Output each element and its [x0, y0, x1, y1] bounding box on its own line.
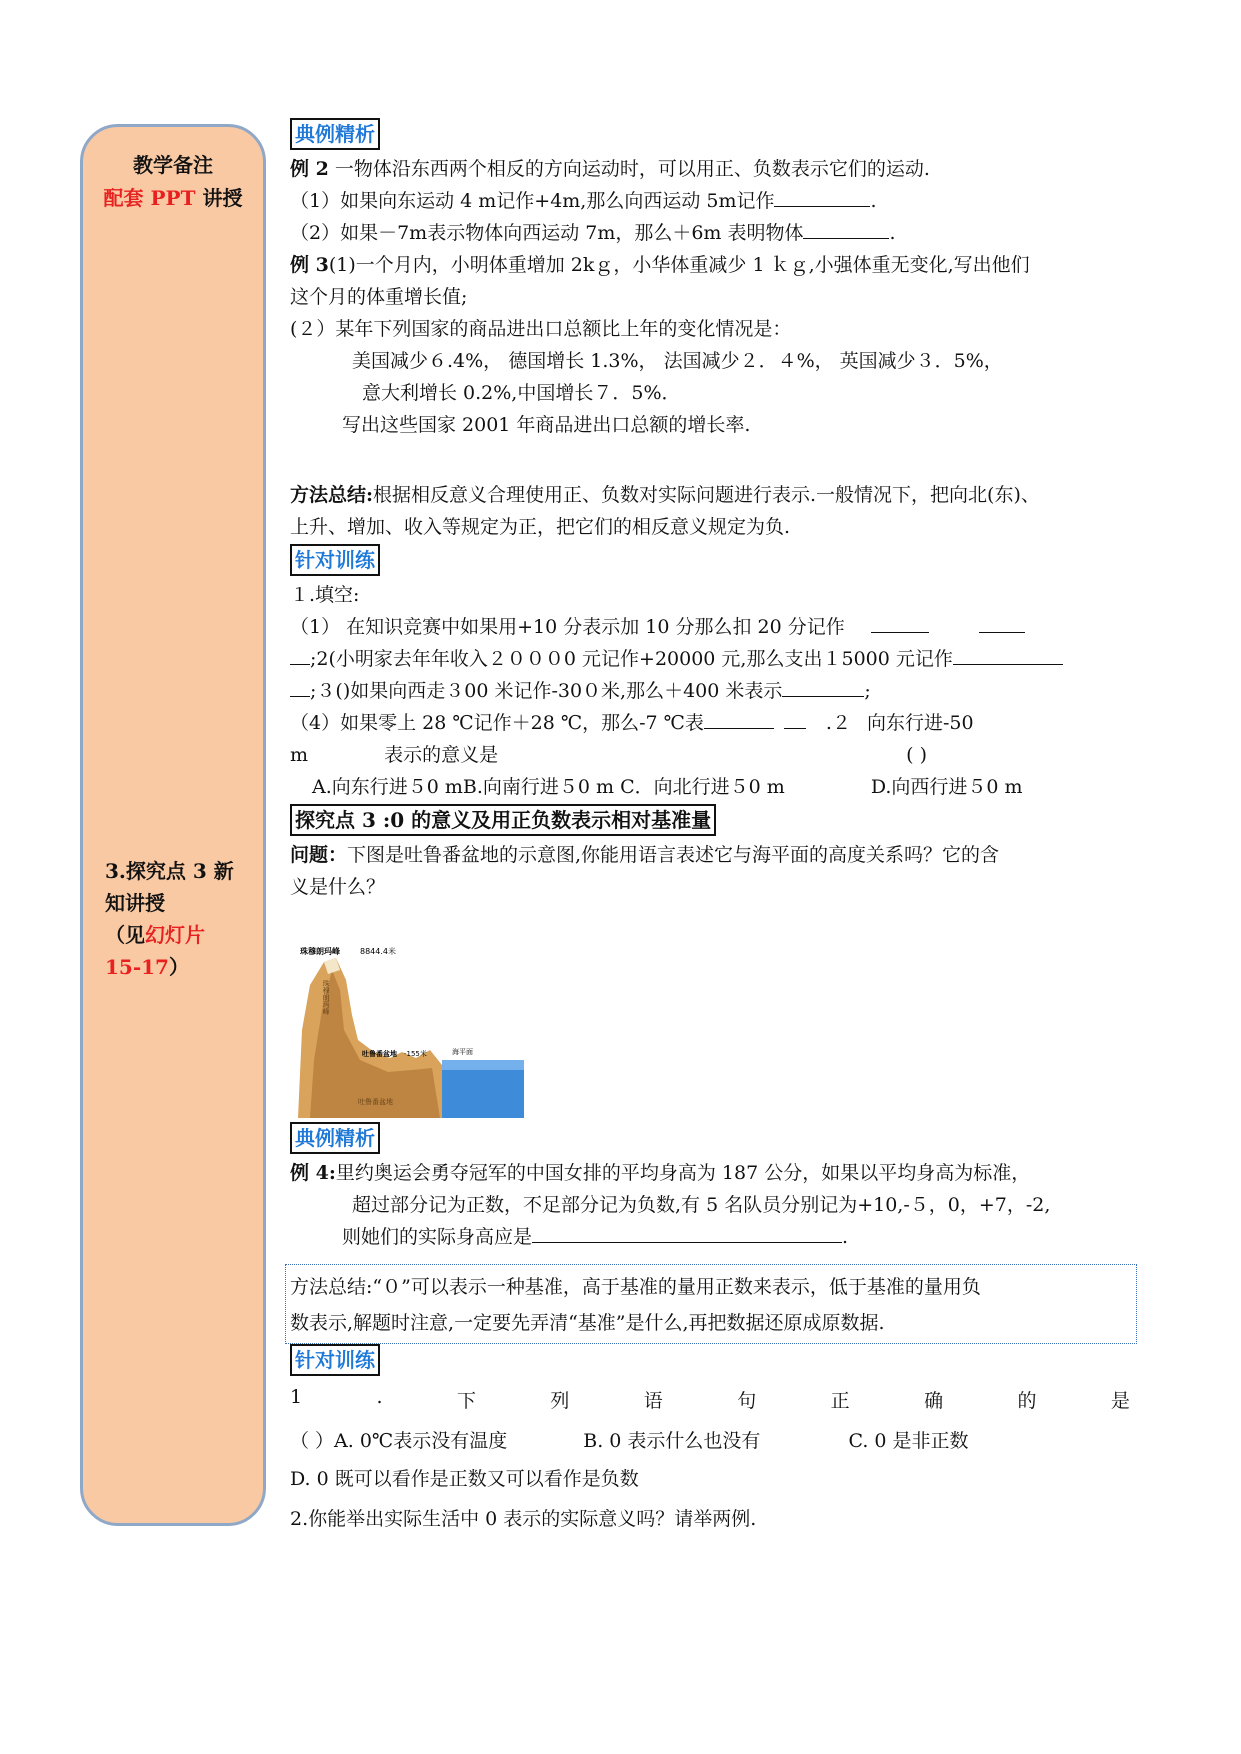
blank-line — [979, 616, 1025, 633]
training-2-line3: D. 0 既可以看作是正数又可以看作是负数 — [290, 1468, 639, 1490]
method-summary-1-line2: 上升、增加、收入等规定为正，把它们的相反意义规定为负. — [290, 516, 791, 538]
example-3-text-1: (1)一个月内，小明体重增加 2kｇ，小华体重减少 1 ｋｇ,小强体重无变化,写出他们 — [328, 254, 1030, 276]
example-4-end: . — [842, 1226, 849, 1248]
turpan-basin-diagram — [292, 940, 524, 1118]
sidebar-section-line3 — [105, 919, 255, 951]
heading-typical-example-1: 典例精析 — [290, 118, 380, 150]
training-1-line1: １.填空: — [290, 584, 360, 606]
training-1-line2 — [290, 612, 1025, 639]
example-3-line3: (２）某年下列国家的商品进出口总额比上年的变化情况是： — [290, 318, 792, 340]
training-1-q3: )如果向西走３00 米记作-30０米,那么＋400 米表示 — [342, 680, 783, 702]
training-2-char: 列 — [550, 1390, 570, 1412]
heading-targeted-training-2: 针对训练 — [290, 1344, 380, 1376]
heading-targeted-training-1: 针对训练 — [290, 544, 380, 576]
heading-typical-example-2: 典例精析 — [290, 1122, 380, 1154]
example-4-line2: 超过部分记为正数，不足部分记为负数,有 5 名队员分别记为+10,-５，0，+7，-2, — [352, 1194, 1051, 1216]
heading-exploration-point-3: 探究点 3 :0 的意义及用正负数表示相对基准量 — [290, 804, 716, 836]
sidebar-subtitle-red: 配套 — [103, 186, 144, 210]
basin-depth-label: -155米 — [404, 1050, 427, 1058]
training-2-char: 下 — [456, 1390, 476, 1412]
training-2-char: 是 — [1110, 1390, 1130, 1412]
training-1-q5-text: 表示的意义是 — [384, 744, 499, 766]
question-text-1: 下图是吐鲁番盆地的示意图,你能用语言表述它与海平面的高度关系吗？它的含 — [347, 844, 1000, 866]
example-3-label: 例 3 — [290, 254, 329, 276]
peak-vertical-label: 珠穆朗玛峰 — [322, 980, 330, 1015]
sidebar-section-note — [105, 855, 255, 983]
example-4-line1 — [290, 1158, 1030, 1185]
training-1-q4: （4）如果零上 28 ℃记作＋28 ℃，那么-7 ℃表 — [290, 712, 704, 734]
choice-a: A.向东行进５0 m — [312, 776, 463, 798]
question-label: 问题： — [290, 844, 348, 866]
sidebar-section-line1: 3.探究点 3 新 — [105, 859, 234, 883]
training-1-q2-prefix: ;2( — [310, 648, 336, 670]
blank-line — [774, 190, 870, 207]
blank-line — [290, 680, 310, 697]
choice-c: C. 0 是非正数 — [848, 1430, 969, 1452]
training-2-char: 句 — [737, 1390, 757, 1412]
example-4-line3 — [342, 1222, 848, 1249]
example-2-text: 一物体沿东西两个相反的方向运动时，可以用正、负数表示它们的运动. — [334, 158, 930, 180]
method-summary-1-text: 根据相反意义合理使用正、负数对实际问题进行表示.一般情况下，把向北(东)、 — [373, 484, 1040, 506]
blank-line — [871, 616, 929, 633]
blank-line — [782, 680, 864, 697]
example-3-line4: 美国减少６.4%， 德国增长 1.3%， 法国减少２．４%， 英国减少３．5%， — [352, 350, 1003, 372]
blank-line — [784, 712, 806, 729]
blank-line — [803, 222, 889, 239]
training-1-q5: 向东行进-50 — [867, 712, 974, 734]
peak-label: 珠穆朗玛峰 — [300, 947, 340, 956]
example-2-q2-end: . — [889, 222, 896, 244]
choice-b: B. 0 表示什么也没有 — [583, 1430, 761, 1452]
training-2-line2 — [290, 1426, 969, 1453]
sidebar-section-line4-red: 15-17 — [105, 955, 169, 979]
choice-b-c: B.向南行进５0 m C．向北行进５0 m — [462, 776, 785, 798]
teaching-notes-sidebar — [80, 124, 266, 1526]
peak-height-label: 8844.4米 — [360, 947, 396, 956]
sidebar-section-line4-close: ） — [168, 955, 189, 979]
example-2-q2 — [290, 218, 896, 245]
training-1-line4 — [290, 676, 871, 703]
example-3-line2: 这个月的体重增长值; — [290, 286, 468, 308]
training-1-q3-end: ; — [864, 680, 871, 702]
training-1-q1: （1） 在知识竞赛中如果用+10 分表示加 10 分那么扣 20 分记作 — [290, 616, 845, 638]
sidebar-subtitle-ppt: PPT — [150, 186, 196, 210]
method-summary-1-label: 方法总结: — [290, 484, 374, 506]
sidebar-subtitle-black: 讲授 — [202, 186, 243, 210]
example-2-q1-text: （1）如果向东运动 4 m记作+4m,那么向西运动 5m记作 — [290, 190, 775, 212]
sidebar-section-line3-open: （见 — [105, 923, 145, 947]
basin-label: 吐鲁番盆地 — [362, 1050, 397, 1058]
sidebar-section-line3-red: 幻灯片 — [145, 923, 205, 947]
example-4-label: 例 4: — [290, 1162, 336, 1184]
method-summary-2-line1: 方法总结:“０”可以表示一种基准，高于基准的量用正数来表示，低于基准的量用负 — [290, 1276, 981, 1298]
sidebar-section-line4 — [105, 951, 255, 983]
blank-line — [953, 648, 1063, 665]
blank-line — [532, 1226, 842, 1243]
training-2-line1 — [290, 1386, 1130, 1413]
method-summary-1-line1 — [290, 480, 1040, 507]
question-line2: 义是什么？ — [290, 876, 386, 898]
sidebar-title: 教学备注 — [133, 153, 213, 177]
example-3-line5: 意大利增长 0.2%,中国增长７．5%． — [362, 382, 681, 404]
sidebar-section-line2: 知讲授 — [105, 891, 165, 915]
basin-bottom-label: 吐鲁番盆地 — [358, 1098, 393, 1106]
training-2-char: 正 — [830, 1390, 850, 1412]
training-2-char: 语 — [643, 1390, 663, 1412]
choice-a: A. 0℃表示没有温度 — [334, 1430, 508, 1452]
blank-line — [704, 712, 774, 729]
blank-line — [290, 648, 310, 665]
training-2-char: 1 — [290, 1386, 303, 1408]
question-line1 — [290, 840, 999, 867]
example-2-q1 — [290, 186, 877, 213]
training-1-line7 — [312, 772, 1023, 799]
training-2-char: 确 — [924, 1390, 944, 1412]
training-1-line3 — [290, 644, 1063, 671]
training-1-line6 — [290, 740, 927, 767]
training-1-q3-prefix: ;３( — [310, 680, 343, 702]
answer-bracket: ( ) — [906, 744, 928, 766]
training-1-q2: 小明家去年年收入２０００0 元记作+20000 元,那么支出１5000 元记作 — [335, 648, 953, 670]
example-2-line — [290, 154, 930, 181]
choice-d: D.向西行进５0 m — [870, 776, 1023, 798]
training-2-line4: 2.你能举出实际生活中 0 表示的实际意义吗？请举两例. — [290, 1508, 757, 1530]
example-2-q2-text: （2）如果－7m表示物体向西运动 7m，那么＋6m 表明物体 — [290, 222, 804, 244]
training-2-char: 的 — [1017, 1390, 1037, 1412]
example-3-line1 — [290, 250, 1030, 277]
example-2-q1-end: . — [870, 190, 877, 212]
training-1-line5 — [290, 708, 974, 735]
method-summary-2-line2: 数表示,解题时注意,一定要先弄清“基准”是什么,再把数据还原成原数据. — [290, 1312, 885, 1334]
example-4-text-3: 则她们的实际身高应是 — [342, 1226, 533, 1248]
sea-level-label: 海平面 — [452, 1048, 473, 1056]
training-2-char: . — [376, 1386, 383, 1408]
sidebar-subtitle — [83, 182, 263, 211]
training-1-q5-num: .２ — [825, 712, 851, 734]
example-2-label: 例 2 — [290, 158, 329, 180]
example-3-line6: 写出这些国家 2001 年商品进出口总额的增长率. — [342, 414, 751, 436]
training-1-q5-unit: m — [290, 744, 309, 766]
example-4-text-1: 里约奥运会勇夺冠军的中国女排的平均身高为 187 公分，如果以平均身高为标准， — [335, 1162, 1031, 1184]
answer-bracket: （ ） — [290, 1430, 335, 1452]
